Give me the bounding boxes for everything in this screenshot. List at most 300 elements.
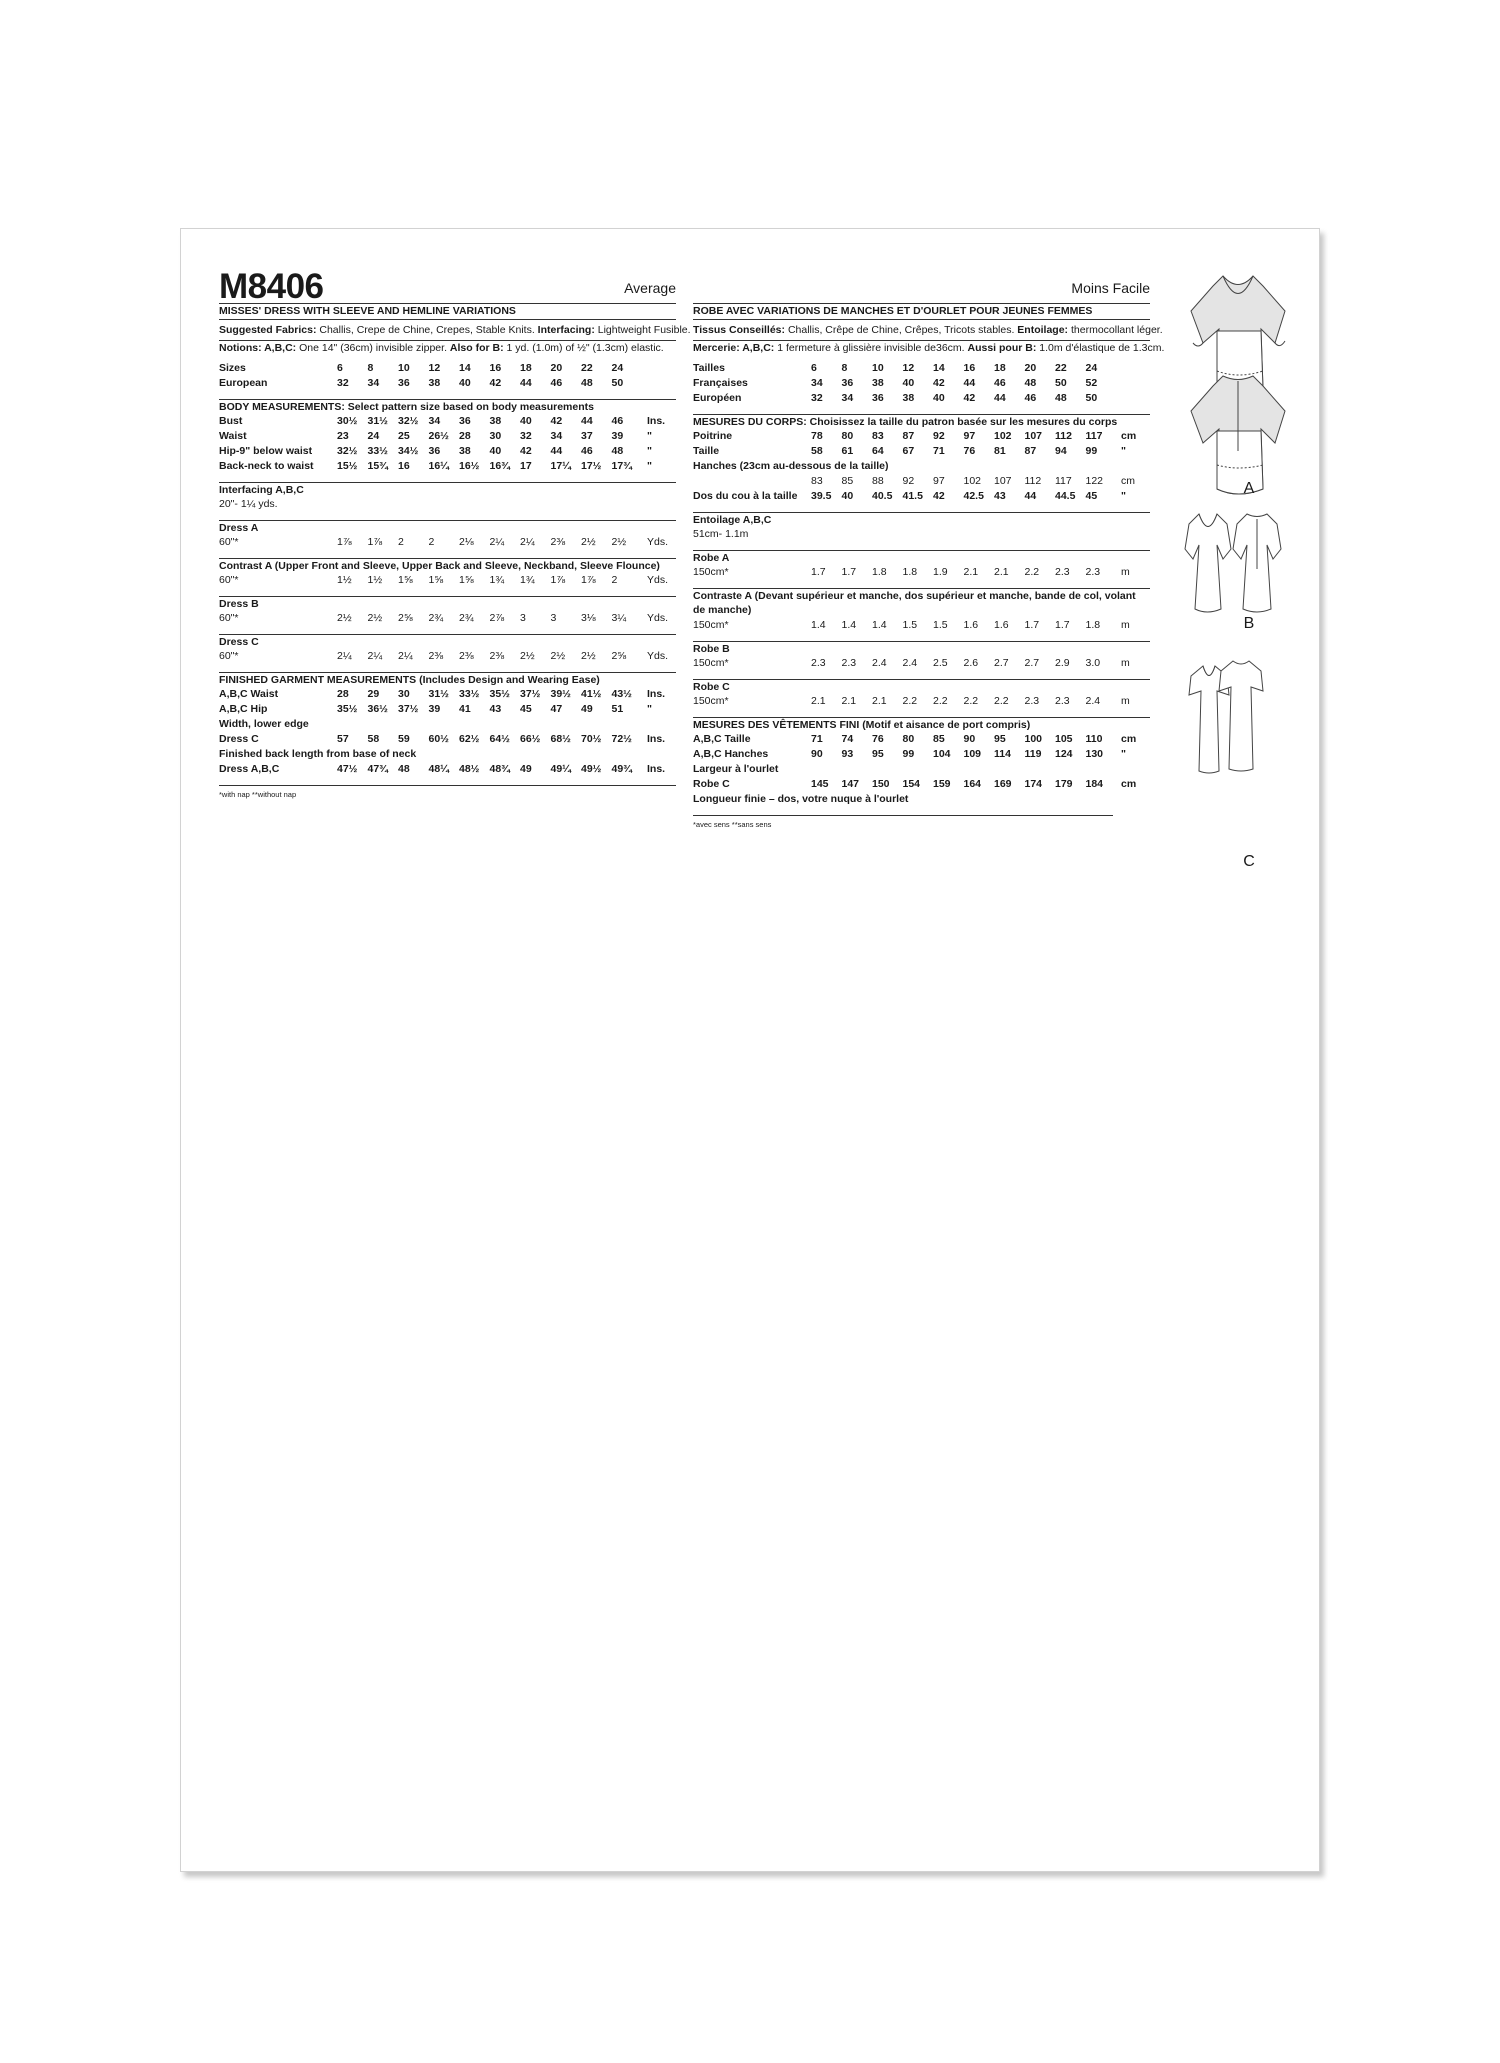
- table-cell: 2⅜: [489, 650, 505, 662]
- row-label: 150cm*: [693, 566, 729, 578]
- table-cell: 28: [337, 688, 349, 700]
- table-cell: 3¼: [611, 612, 627, 624]
- table-cell: 45: [1085, 490, 1098, 502]
- table-row: [693, 732, 1150, 747]
- table-cell: 2¼: [337, 650, 352, 662]
- unit-label: Yds.: [647, 536, 669, 548]
- table-row: [219, 687, 676, 702]
- row-label: Bust: [219, 415, 243, 427]
- row-label: A,B,C Hip: [219, 703, 268, 715]
- row-label: Taille: [693, 445, 720, 457]
- chart-end-rule-fr: [693, 815, 1113, 816]
- table-cell: 39½: [550, 688, 571, 700]
- table-cell: 10: [398, 362, 410, 374]
- table-cell: 10: [872, 362, 884, 374]
- dress-view-b-front-back-icon: [1185, 514, 1281, 612]
- table-cell: 12: [428, 362, 441, 374]
- difficulty-level-fr: Moins Facile: [1071, 280, 1150, 296]
- unit-label: Yds.: [647, 574, 669, 586]
- table-cell: 43½: [611, 688, 632, 700]
- row-label: 20"- 1¼ yds.: [219, 498, 278, 510]
- table-cell: 1.6: [994, 619, 1009, 631]
- table-cell: 2.3: [1055, 566, 1070, 578]
- notions-label-fr: Mercerie: A,B,C:: [693, 342, 775, 354]
- table-cell: 33½: [367, 445, 388, 457]
- table-cell: 2.3: [1085, 566, 1101, 578]
- row-label: Dress C: [219, 636, 259, 648]
- table-cell: 61: [841, 445, 854, 457]
- table-cell: 48: [398, 763, 410, 775]
- row-label: Entoilage A,B,C: [693, 514, 772, 526]
- table-cell: 1.8: [902, 566, 918, 578]
- table-cell: 83: [872, 430, 884, 442]
- table-cell: 72½: [611, 733, 632, 745]
- unit-label: ": [647, 430, 652, 442]
- table-cell: 22: [581, 362, 593, 374]
- table-cell: 74: [841, 733, 854, 745]
- table-cell: 2.2: [1024, 566, 1040, 578]
- table-cell: 58: [811, 445, 823, 457]
- table-cell: 39.5: [811, 490, 832, 502]
- table-cell: 17¼: [550, 460, 571, 472]
- unit-label: cm: [1121, 475, 1135, 487]
- table-cell: 99: [902, 748, 915, 760]
- row-label: Dos du cou à la taille: [693, 490, 798, 502]
- table-cell: 2.1: [994, 566, 1009, 578]
- row-label: Dress A: [219, 522, 259, 534]
- table-cell: 16½: [459, 460, 480, 472]
- unit-label: Ins.: [647, 733, 666, 745]
- row-label: 60"*: [219, 650, 239, 662]
- notions-line: [219, 340, 676, 356]
- table-cell: 34: [428, 415, 441, 427]
- notions-text-fr: 1 fermeture à glissière invisible de36cm.: [777, 342, 965, 354]
- difficulty-level: Average: [624, 280, 676, 296]
- table-cell: 34: [811, 377, 823, 389]
- table-cell: 32: [520, 430, 532, 442]
- table-cell: 2¼: [489, 536, 505, 548]
- table-cell: 15½: [337, 460, 358, 472]
- table-cell: 33½: [459, 688, 480, 700]
- table-row: [219, 649, 676, 664]
- table-cell: 2.1: [811, 695, 826, 707]
- table-cell: 30: [489, 430, 502, 442]
- table-cell: 2½: [550, 650, 566, 662]
- table-cell: 22: [1055, 362, 1067, 374]
- table-cell: 92: [933, 430, 945, 442]
- table-cell: 40: [902, 377, 915, 389]
- table-heading: [693, 527, 1150, 542]
- table-cell: 2: [398, 536, 404, 548]
- table-cell: 164: [963, 778, 982, 790]
- table-cell: 85: [933, 733, 945, 745]
- table-cell: 17½: [581, 460, 602, 472]
- table-cell: 58: [367, 733, 380, 745]
- table-cell: 25: [398, 430, 410, 442]
- table-cell: 2.2: [902, 695, 918, 707]
- table-cell: 34½: [398, 445, 419, 457]
- table-cell: 29: [367, 688, 380, 700]
- table-cell: 1.7: [841, 566, 857, 578]
- table-cell: 2⅝: [611, 650, 627, 662]
- table-cell: 60½: [428, 733, 449, 745]
- table-cell: 6: [811, 362, 817, 374]
- table-cell: 2.1: [841, 695, 857, 707]
- table-cell: 1.8: [872, 566, 887, 578]
- table-cell: 2.5: [933, 657, 948, 669]
- table-cell: 179: [1055, 778, 1073, 790]
- row-label: MESURES DES VÊTEMENTS FINI (Motif et aisance de port compris): [693, 719, 1031, 731]
- table-cell: 38: [489, 415, 502, 427]
- table-cell: 104: [933, 748, 951, 760]
- table-cell: 2¼: [520, 536, 535, 548]
- table-cell: 42: [520, 445, 532, 457]
- table-cell: 1.7: [811, 566, 826, 578]
- table-cell: 14: [933, 362, 945, 374]
- table-cell: 1¾: [520, 574, 535, 586]
- table-cell: 16: [489, 362, 502, 374]
- table-cell: 47½: [337, 763, 358, 775]
- table-cell: 112: [1024, 475, 1042, 487]
- table-cell: 2⅝: [398, 612, 413, 624]
- table-cell: 31½: [428, 688, 449, 700]
- table-cell: 2.9: [1055, 657, 1070, 669]
- unit-label: ": [1121, 445, 1126, 457]
- table-cell: 46: [994, 377, 1006, 389]
- table-heading: [219, 634, 676, 650]
- table-cell: 70½: [581, 733, 602, 745]
- table-heading: [693, 550, 1150, 566]
- table-cell: 44: [1024, 490, 1037, 502]
- unit-label: cm: [1121, 430, 1137, 442]
- table-cell: 6: [337, 362, 343, 374]
- table-cell: 1⅝: [398, 574, 413, 586]
- table-cell: 17¾: [611, 460, 632, 472]
- table-cell: 48½: [459, 763, 480, 775]
- row-label: 150cm*: [693, 657, 729, 669]
- unit-label: m: [1121, 619, 1130, 631]
- table-cell: 2½: [520, 650, 535, 662]
- table-cell: 1⅞: [581, 574, 596, 586]
- table-cell: 42: [933, 377, 945, 389]
- table-cell: 1.5: [933, 619, 948, 631]
- table-cell: 1.4: [811, 619, 826, 631]
- table-cell: 43: [489, 703, 502, 715]
- table-cell: 15¾: [367, 460, 388, 472]
- table-cell: 41: [459, 703, 471, 715]
- table-cell: 36: [841, 377, 854, 389]
- interfacing-label: Interfacing:: [537, 324, 595, 336]
- table-cell: 1.5: [902, 619, 918, 631]
- unit-label: cm: [1121, 733, 1137, 745]
- table-cell: 2.1: [872, 695, 887, 707]
- table-cell: 117: [1055, 475, 1072, 487]
- notions-text: One 14" (36cm) invisible zipper.: [299, 342, 447, 354]
- table-row: [219, 702, 676, 717]
- table-row: [219, 732, 676, 747]
- table-cell: 48: [611, 445, 624, 457]
- table-cell: 62½: [459, 733, 480, 745]
- row-label: FINISHED GARMENT MEASUREMENTS (Includes Design and Wearing Ease): [219, 674, 600, 686]
- table-cell: 24: [367, 430, 380, 442]
- table-cell: 1⅞: [550, 574, 566, 586]
- pattern-title: MISSES' DRESS WITH SLEEVE AND HEMLINE VARIATIONS: [219, 303, 676, 320]
- row-label: Robe C: [693, 778, 730, 790]
- table-cell: 57: [337, 733, 349, 745]
- table-cell: 1.8: [1085, 619, 1101, 631]
- table-heading: [219, 717, 676, 732]
- footnote: *with nap **without nap: [219, 790, 297, 799]
- table-cell: 2⅜: [428, 650, 444, 662]
- table-row: [219, 535, 676, 550]
- table-cell: 83: [811, 475, 823, 487]
- table-cell: 2⅜: [550, 536, 566, 548]
- table-cell: 2.3: [811, 657, 826, 669]
- table-cell: 2¼: [367, 650, 383, 662]
- table-cell: 2.7: [994, 657, 1009, 669]
- also-b-label-fr: Aussi pour B:: [967, 342, 1037, 354]
- table-cell: 159: [933, 778, 951, 790]
- unit-label: Ins.: [647, 415, 666, 427]
- table-cell: 45: [520, 703, 532, 715]
- table-row: [219, 573, 676, 588]
- table-cell: 49: [520, 763, 532, 775]
- table-cell: 1.7: [1024, 619, 1040, 631]
- row-label: 51cm- 1.1m: [693, 528, 749, 540]
- table-cell: 35½: [489, 688, 510, 700]
- table-cell: 44: [581, 415, 593, 427]
- table-cell: 46: [611, 415, 624, 427]
- table-cell: 2⅛: [459, 536, 474, 548]
- table-cell: 2.4: [1085, 695, 1101, 707]
- row-label: Back-neck to waist: [219, 460, 314, 472]
- table-cell: 46: [581, 445, 593, 457]
- table-cell: 34: [841, 392, 854, 404]
- table-cell: 24: [1085, 362, 1098, 374]
- table-cell: 2.2: [994, 695, 1009, 707]
- table-cell: 16: [963, 362, 976, 374]
- table-cell: 34: [367, 377, 380, 389]
- table-cell: 38: [902, 392, 915, 404]
- table-cell: 154: [902, 778, 921, 790]
- table-heading: [693, 679, 1150, 695]
- table-cell: 2½: [581, 650, 596, 662]
- table-cell: 50: [1085, 392, 1098, 404]
- table-cell: 38: [872, 377, 884, 389]
- unit-label: Yds.: [647, 612, 669, 624]
- table-cell: 112: [1055, 430, 1072, 442]
- interfacing-label-fr: Entoilage:: [1017, 324, 1069, 336]
- technical-sketches: [1183, 271, 1293, 906]
- table-cell: 52: [1085, 377, 1098, 389]
- row-label: A,B,C Hanches: [693, 748, 769, 760]
- pattern-envelope-back: [180, 228, 1320, 1872]
- table-cell: 2½: [367, 612, 383, 624]
- table-row: [693, 656, 1150, 671]
- table-cell: 87: [902, 430, 915, 442]
- row-label: Hanches (23cm au-dessous de la taille): [693, 460, 889, 472]
- table-cell: 3.0: [1085, 657, 1101, 669]
- row-label: Dress B: [219, 598, 259, 610]
- table-cell: 2.4: [872, 657, 887, 669]
- unit-label: ": [1121, 490, 1126, 502]
- table-cell: 2¾: [428, 612, 444, 624]
- table-cell: 2.7: [1024, 657, 1040, 669]
- table-cell: 95: [872, 748, 884, 760]
- table-row: [693, 391, 1150, 406]
- table-heading: [219, 482, 676, 498]
- unit-label: ": [1121, 748, 1126, 760]
- table-cell: 18: [520, 362, 532, 374]
- table-cell: 2.6: [963, 657, 979, 669]
- table-cell: 68½: [550, 733, 571, 745]
- table-cell: 92: [902, 475, 915, 487]
- table-cell: 76: [872, 733, 884, 745]
- table-cell: 117: [1085, 430, 1103, 442]
- unit-label: Yds.: [647, 650, 669, 662]
- table-cell: 71: [933, 445, 945, 457]
- also-b-label: Also for B:: [449, 342, 504, 354]
- footnote-fr: *avec sens **sans sens: [693, 820, 772, 829]
- table-cell: 48: [581, 377, 593, 389]
- table-cell: 44.5: [1055, 490, 1076, 502]
- table-cell: 28: [459, 430, 471, 442]
- table-cell: 66½: [520, 733, 541, 745]
- row-label: 60"*: [219, 574, 239, 586]
- row-label: Interfacing A,B,C: [219, 484, 304, 496]
- row-label: Poitrine: [693, 430, 733, 442]
- table-cell: 30½: [337, 415, 358, 427]
- table-cell: 39: [428, 703, 441, 715]
- table-cell: 44: [520, 377, 532, 389]
- row-label: European: [219, 377, 268, 389]
- table-cell: 23: [337, 430, 349, 442]
- table-cell: 174: [1024, 778, 1043, 790]
- table-cell: 38: [428, 377, 441, 389]
- row-label: Contrast A (Upper Front and Sleeve, Upper Back and Sleeve, Neckband, Sleeve Flounce): [219, 560, 660, 572]
- row-label: Sizes: [219, 362, 246, 374]
- table-row: [693, 429, 1150, 444]
- table-cell: 8: [841, 362, 848, 374]
- table-cell: 12: [902, 362, 915, 374]
- table-cell: 2⅞: [489, 612, 505, 624]
- table-cell: 37: [581, 430, 593, 442]
- row-label: Hip-9" below waist: [219, 445, 313, 457]
- table-cell: 124: [1055, 748, 1073, 760]
- table-cell: 3: [550, 612, 557, 624]
- table-cell: 18: [994, 362, 1006, 374]
- table-cell: 99: [1085, 445, 1098, 457]
- pattern-code: M8406: [219, 267, 324, 306]
- table-cell: 16: [398, 460, 410, 472]
- table-heading: [219, 558, 676, 574]
- table-cell: 26½: [428, 430, 449, 442]
- table-cell: 16¼: [428, 460, 449, 472]
- row-label: Françaises: [693, 377, 748, 389]
- table-cell: 2.2: [963, 695, 979, 707]
- table-cell: 46: [1024, 392, 1037, 404]
- table-cell: 2½: [337, 612, 352, 624]
- table-cell: 36: [398, 377, 410, 389]
- table-cell: 81: [994, 445, 1006, 457]
- dress-view-a-back-icon: [1191, 376, 1285, 494]
- table-cell: 76: [963, 445, 976, 457]
- table-cell: 95: [994, 733, 1006, 745]
- table-heading: [219, 520, 676, 536]
- view-b-label: B: [1243, 615, 1255, 632]
- table-heading: [219, 596, 676, 612]
- table-cell: 47: [550, 703, 563, 715]
- row-label: Robe C: [693, 681, 730, 693]
- table-cell: 36½: [367, 703, 388, 715]
- table-heading: [219, 672, 676, 688]
- table-cell: 31½: [367, 415, 388, 427]
- table-cell: 90: [811, 748, 823, 760]
- table-cell: 44: [550, 445, 563, 457]
- table-cell: 80: [841, 430, 854, 442]
- unit-label: cm: [1121, 778, 1137, 790]
- also-b-text-fr: 1.0m d'élastique de 1.3cm.: [1039, 342, 1165, 354]
- table-cell: 40: [459, 377, 471, 389]
- table-cell: 2½: [611, 536, 627, 548]
- table-cell: 30: [398, 688, 410, 700]
- table-cell: 184: [1085, 778, 1104, 790]
- table-cell: 97: [963, 430, 976, 442]
- table-heading: [693, 717, 1150, 733]
- table-cell: 119: [1024, 748, 1042, 760]
- table-cell: 71: [811, 733, 823, 745]
- unit-label: m: [1121, 657, 1130, 669]
- table-row: [219, 459, 676, 474]
- table-row: [219, 611, 676, 626]
- table-cell: 49½: [581, 763, 602, 775]
- table-cell: 87: [1024, 445, 1037, 457]
- table-cell: 32½: [398, 415, 419, 427]
- row-label: Largeur à l'ourlet: [693, 763, 779, 775]
- table-cell: 97: [933, 475, 945, 487]
- table-row: [693, 489, 1150, 504]
- unit-label: ": [647, 445, 652, 457]
- table-cell: 44: [994, 392, 1006, 404]
- table-cell: 32: [811, 392, 823, 404]
- table-cell: 90: [963, 733, 976, 745]
- table-cell: 20: [550, 362, 563, 374]
- row-label: Dress C: [219, 733, 259, 745]
- table-cell: 107: [994, 475, 1012, 487]
- table-cell: 67: [902, 445, 915, 457]
- table-cell: 24: [611, 362, 624, 374]
- table-row: [693, 361, 1150, 376]
- table-cell: 1⅝: [428, 574, 444, 586]
- fabrics-line-fr: [693, 323, 1163, 338]
- table-cell: 36: [428, 445, 441, 457]
- row-label: A,B,C Taille: [693, 733, 751, 745]
- row-label: Finished back length from base of neck: [219, 748, 417, 760]
- table-cell: 114: [994, 748, 1011, 760]
- table-cell: 37½: [520, 688, 541, 700]
- row-label: Tailles: [693, 362, 725, 374]
- table-cell: 1⅝: [459, 574, 474, 586]
- table-cell: 107: [1024, 430, 1043, 442]
- table-cell: 48¾: [489, 763, 510, 775]
- table-cell: 48: [1055, 392, 1067, 404]
- table-cell: 2⅜: [459, 650, 474, 662]
- table-cell: 88: [872, 475, 884, 487]
- table-cell: 130: [1085, 748, 1104, 760]
- table-cell: 80: [902, 733, 915, 745]
- row-label: Dress A,B,C: [219, 763, 280, 775]
- table-heading: [693, 641, 1150, 657]
